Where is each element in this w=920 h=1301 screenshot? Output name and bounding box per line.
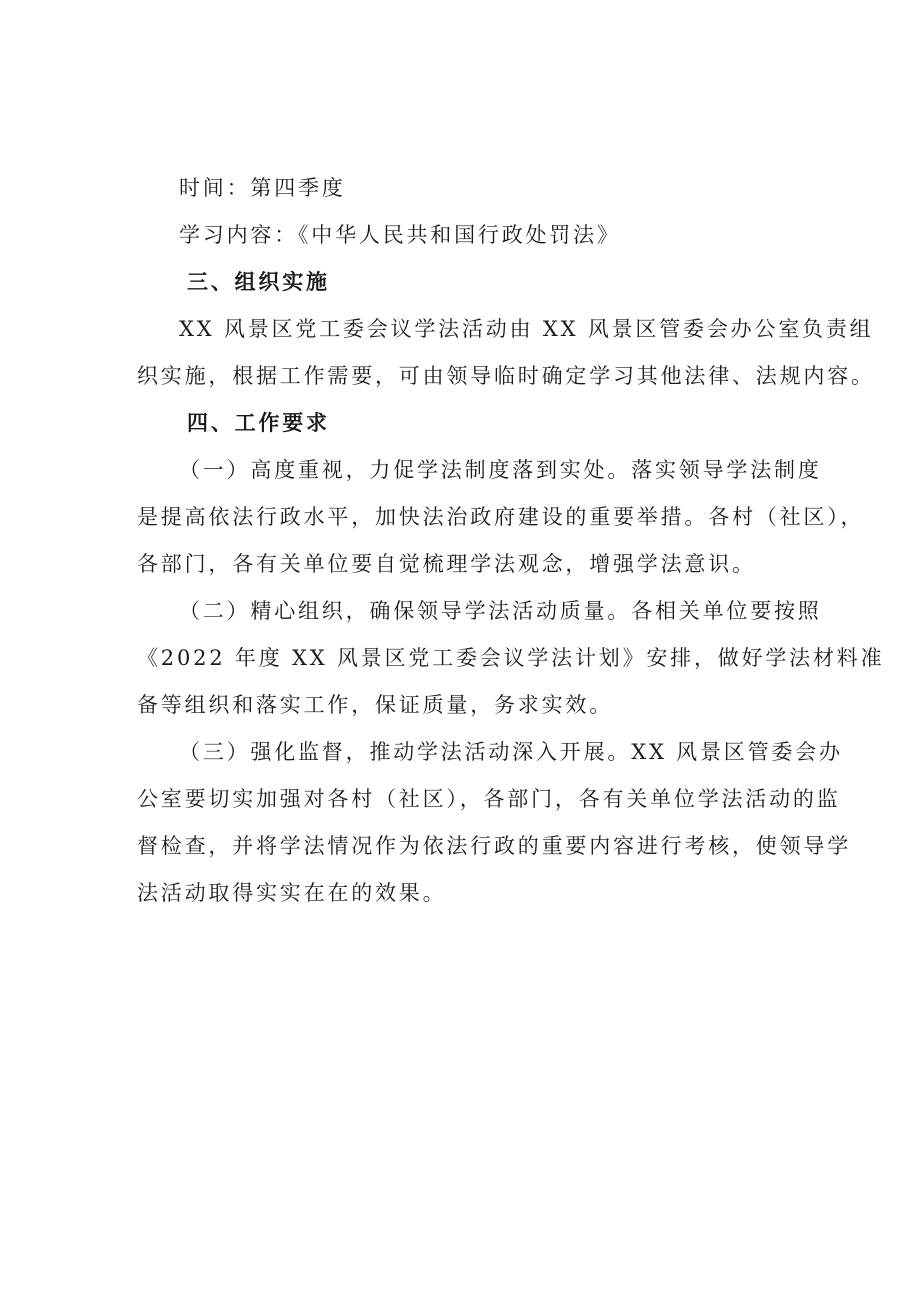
paragraph-line: 备等组织和落实工作，保证质量，务求实效。 [137,693,613,717]
paragraph-line: 《2022 年度 XX 风景区党工委会议学法计划》安排，做好学法材料准 [137,646,885,670]
section-heading-organization: 三、组织实施 [187,270,330,294]
document-body [137,165,885,917]
paragraph-line: （一）高度重视，力促学法制度落到实处。落实领导学法制度 [179,458,822,482]
paragraph-line: （三）强化监督，推动学法活动深入开展。XX 风景区管委会办 [179,740,843,764]
paragraph-line: 公室要切实加强对各村（社区），各部门，各有关单位学法活动的监 [137,787,841,811]
paragraph-line: 各部门，各有关单位要自觉梳理学法观念，增强学法意识。 [137,552,756,576]
time-line: 时间：第四季度 [179,176,346,200]
paragraph-line: 是提高依法行政水平，加快法治政府建设的重要举措。各村（社区）， [137,505,865,529]
paragraph-line: 织实施，根据工作需要，可由领导临时确定学习其他法律、法规内容。 [137,364,875,388]
section-heading-requirements: 四、工作要求 [187,411,330,435]
paragraph-line: XX 风景区党工委会议学法活动由 XX 风景区管委会办公室负责组 [179,317,874,341]
study-content-line: 学习内容：《中华人民共和国行政处罚法》 [179,223,621,247]
paragraph-line: 法活动取得实实在在的效果。 [137,881,447,905]
paragraph-line: （二）精心组织，确保领导学法活动质量。各相关单位要按照 [179,599,822,623]
paragraph-line: 督检查，并将学法情况作为依法行政的重要内容进行考核，使领导学 [137,834,851,858]
